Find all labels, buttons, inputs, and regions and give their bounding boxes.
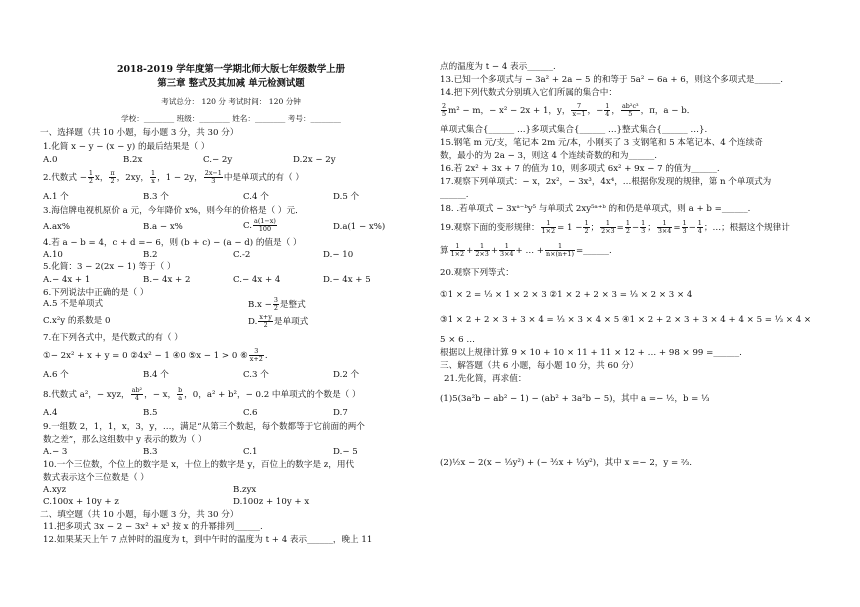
q7-option-d: D.2 个 bbox=[333, 370, 360, 380]
q8-option-d: D.7 bbox=[333, 408, 348, 418]
q7-items: ①− 2x² + x + y = 0 ②4x² − 1 ④0 ⑤x − 1 > 0 ⑥ $\frac{3}{x+2}$ . bbox=[43, 347, 268, 363]
q20-eq1: ①1 × 2 = ⅓ × 1 × 2 × 3 ②1 × 2 + 2 × 3 = ⅓ × 2 × 3 × 4 bbox=[440, 290, 693, 300]
q21-part2: (2)½x − 2(x − ⅓y²) + (− ³⁄₂x + ⅓y²)，其中 x =− 2，y = ⅔. bbox=[440, 458, 692, 468]
q6-option-a: A.5 不是单项式 bbox=[43, 299, 104, 309]
q9-option-a: A.− 3 bbox=[43, 447, 68, 457]
q3-option-b: B.a − x% bbox=[143, 222, 183, 232]
q9-stem-line1: 9.一组数 2，1，1，x，3，y，…，满足“从第三个数起，每个数都等于它前面的两个 bbox=[43, 422, 365, 432]
q7-option-c: C.3 个 bbox=[243, 370, 269, 380]
q4-option-b: B.2 bbox=[143, 250, 158, 260]
exam-subtitle: 第三章 整式及其加减 单元检测试题 bbox=[157, 78, 305, 89]
q20-eq2: ③1 × 2 + 2 × 3 + 3 × 4 = ⅓ × 3 × 4 × 5 ④1 × 2 + 2 × 3 + 3 × 4 + 4 × 5 = ⅓ × 4 × bbox=[440, 315, 812, 325]
exam-info: 考试总分： 120 分 考试时间： 120 分钟 bbox=[161, 97, 301, 106]
q3-option-d: D.a(1 − x%) bbox=[333, 222, 386, 232]
q3-option-a: A.ax% bbox=[43, 222, 71, 232]
q7-stem: 7.在下列各式中，是代数式的有（ ） bbox=[43, 333, 183, 343]
q10-stem-line2: 数式表示这个三位数是（ ） bbox=[43, 473, 149, 483]
q8-stem: 8.代数式 a²，− xyz， $\frac{\text{ab²}}{4}$ ，− x， $\frac{b}{a}$ ，0，a² + b²，− 0.2 中单项式的个数是（ ） bbox=[43, 386, 361, 402]
q6-option-d: D. $\frac{x+y}{2}$ 是单项式 bbox=[248, 313, 309, 329]
q8-option-c: C.6 bbox=[243, 408, 258, 418]
q2-option-a: A.1 个 bbox=[43, 192, 69, 202]
section3-heading: 三、解答题（共 6 小题，每小题 10 分，共 60 分） bbox=[440, 361, 639, 371]
exam-title: 2018-2019 学年度第一学期北师大版七年级数学上册 bbox=[116, 64, 346, 75]
q6-stem: 6.下列说法中正确的是（ ） bbox=[43, 288, 149, 298]
q1-option-b: B.2x bbox=[123, 155, 143, 165]
q1-option-d: D.2x − 2y bbox=[293, 155, 336, 165]
q3-stem: 3.海信牌电视机原价 a 元，今年降价 x%，则今年的价格是（ ）元． bbox=[43, 206, 304, 216]
q3-option-c: C. $\frac{a(1-x)}{100}$ bbox=[243, 217, 276, 233]
section1-heading: 一、选择题（共 10 小题，每小题 3 分，共 30 分） bbox=[40, 128, 239, 138]
q10-stem-line1: 10.一个三位数，个位上的数字是 x，十位上的数字是 y，百位上的数字是 z，用代 bbox=[43, 460, 355, 470]
q5-stem: 5.化简：3 − 2(2x − 1) 等于（ ） bbox=[43, 262, 176, 272]
q14: 14.把下列代数式分别填入它们所属的集合中： bbox=[440, 88, 617, 98]
q10-option-a: A.xyz bbox=[43, 485, 67, 495]
q9-option-d: D.− 5 bbox=[333, 447, 358, 457]
q1-option-a: A.0 bbox=[43, 155, 58, 165]
q12-line1: 12.如果某天上午 7 点钟时的温度为 t，到中午时的温度为 t + 4 表示______，晚上 11 bbox=[43, 535, 373, 545]
q10-option-d: D.100z + 10y + x bbox=[233, 497, 310, 507]
q6-option-c: C.x²y 的系数是 0 bbox=[43, 316, 111, 326]
q9-option-c: C.1 bbox=[243, 447, 258, 457]
q17-line2: ______. bbox=[440, 190, 469, 200]
q10-option-c: C.100x + 10y + z bbox=[43, 497, 119, 507]
q20: 20.观察下列等式： bbox=[440, 268, 514, 278]
section2-heading: 二、填空题（共 10 小题，每小题 3 分，共 30 分） bbox=[40, 510, 239, 520]
q7-option-b: B.4 个 bbox=[143, 370, 169, 380]
q5-option-a: A.− 4x + 1 bbox=[43, 275, 91, 285]
q6-option-b: B.x − $\frac{3}{2}$ 是整式 bbox=[248, 296, 306, 312]
q12-line2: 点的温度为 t − 4 表示______. bbox=[440, 62, 556, 72]
q2-option-d: D.5 个 bbox=[333, 192, 360, 202]
q14-expressions: $\frac{2}{5}$ m² − m，− x² − 2x + 1，y， $\frac{7}{x-1}$ ，− $\frac{1}{4}$ ， $\frac{\text{ab²c³}}{5}$ ，π，a − b． bbox=[442, 102, 696, 118]
q11: 11.把多项式 3x − 2 − 3x² + x³ 按 x 的升幂排列______. bbox=[43, 522, 263, 532]
q20-eq3: 5 × 6 … bbox=[440, 335, 475, 345]
student-info: 学校：________ 班级：________ 姓名：________ 考号：________ bbox=[121, 114, 341, 123]
q7-option-a: A.6 个 bbox=[43, 370, 69, 380]
q2-stem: 2.代数式 − $\frac{1}{2}$ x， $\frac{\pi}{2}$ ，2xy， $\frac{1}{x}$ ，1 − 2y， $\frac{2x-1}{3}$ 中是单项式的有（ ） bbox=[43, 169, 304, 185]
q5-option-c: C.− 4x + 4 bbox=[233, 275, 281, 285]
q19-line2: 算 $\frac{1}{1\times 2}$ + $\frac{1}{2\times 3}$ + $\frac{1}{3\times 4}$ + … + $\frac{1}{n\times(n+1)}$ =______. bbox=[440, 242, 612, 258]
q21: 21.先化简，再求值： bbox=[444, 374, 527, 384]
q17-line1: 17.观察下列单项式：− x，2x²，− 3x³，4x⁴，…根据你发现的规律，第 n 个单项式为 bbox=[440, 177, 772, 187]
q9-stem-line2: 数之差”，那么这组数中 y 表示的数为（ ） bbox=[43, 435, 207, 445]
q2-option-c: C.4 个 bbox=[243, 192, 269, 202]
q9-option-b: B.3 bbox=[143, 447, 158, 457]
q20-ask: 根据以上规律计算 9 × 10 + 10 × 11 + 11 × 12 + … + 98 × 99 =______. bbox=[440, 348, 742, 358]
q15-line1: 15.钢笔 m 元/支，笔记本 2m 元/本，小刚买了 3 支钢笔和 5 本笔记本、4 个连续奇 bbox=[440, 138, 763, 148]
q1-stem: 1.化简 x − y − (x − y) 的最后结果是（ ） bbox=[43, 142, 210, 152]
q1-option-c: C.− 2y bbox=[203, 155, 233, 165]
q19-line1: 19.观察下面的变形规律： $\frac{1}{1\times 2}$ = 1 − $\frac{1}{2}$ ； $\frac{1}{2\times 3}$ = $\frac{1}{2}$ − $\frac{1}{3}$ ； $\frac{1}{3\times 4}$ = $\frac{1}{3}$ − $\frac{1}{4}$ ；…；根据这个规律计 bbox=[440, 219, 790, 235]
q5-option-d: D.− 4x + 5 bbox=[323, 275, 371, 285]
q14-sets: 单项式集合{______ …}多项式集合{______ …}整式集合{______ …}. bbox=[440, 125, 708, 135]
q10-option-b: B.zyx bbox=[233, 485, 257, 495]
q4-option-a: A.10 bbox=[43, 250, 63, 260]
q15-line2: 数，最小的为 2a − 3，则这 4 个连续奇数的和为______. bbox=[440, 151, 657, 161]
q21-part1: (1)5(3a²b − ab² − 1) − (ab² + 3a²b − 5)，其中 a =− ½，b = ⅓ bbox=[440, 394, 710, 404]
q18: 18. .若单项式 − 3xᵃ⁻ᵇy⁵ 与单项式 2xy⁵ᵃ⁺ᵇ 的和仍是单项式，则 a + b =______. bbox=[440, 204, 751, 214]
q13: 13.已知一个多项式与 − 3a² + 2a − 5 的和等于 5a² − 6a + 6，则这个多项式是______. bbox=[440, 75, 784, 85]
q2-option-b: B.3 个 bbox=[143, 192, 169, 202]
q4-stem: 4.若 a − b = 4，c + d =− 6，则 (b + c) − (a − d) 的值是（ ） bbox=[43, 238, 302, 248]
q16: 16.若 2x² + 3x + 7 的值为 10，则多项式 6x² + 9x − 7 的值为______. bbox=[440, 164, 720, 174]
q8-option-b: B.5 bbox=[143, 408, 158, 418]
q4-option-c: C.-2 bbox=[233, 250, 251, 260]
q5-option-b: B.− 4x + 2 bbox=[143, 275, 191, 285]
q8-option-a: A.4 bbox=[43, 408, 58, 418]
q4-option-d: D.− 10 bbox=[323, 250, 354, 260]
